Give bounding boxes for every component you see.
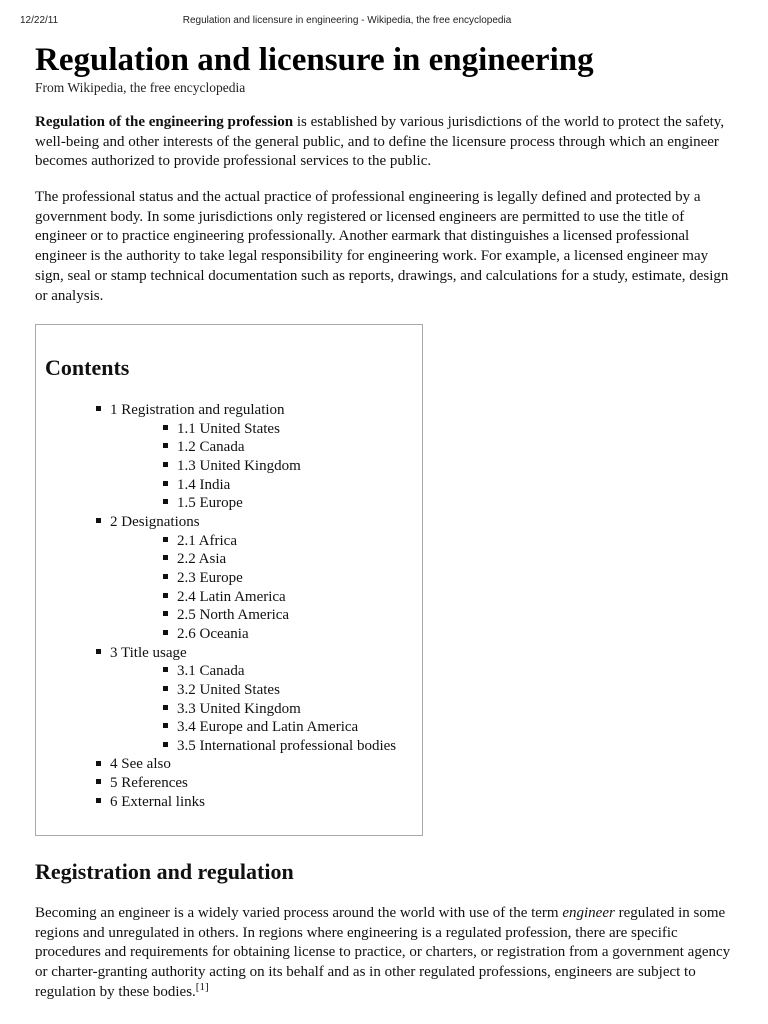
toc-sublink[interactable]: 3.5 International professional bodies xyxy=(177,737,397,754)
citation-link[interactable]: [1] xyxy=(195,980,209,993)
toc-sublist xyxy=(96,662,396,755)
toc-item xyxy=(96,755,396,774)
bullet-icon xyxy=(96,518,101,523)
toc-subitem xyxy=(163,718,396,737)
toc-subitem xyxy=(163,700,396,719)
toc-subitem xyxy=(163,438,396,457)
toc-item xyxy=(96,401,396,420)
toc-item xyxy=(96,774,396,793)
table-of-contents xyxy=(35,324,423,836)
toc-subitem xyxy=(163,588,396,607)
toc-subitem xyxy=(163,494,396,513)
registration-paragraph xyxy=(35,904,735,1003)
print-page-title: Regulation and licensure in engineering - Wikipedia, the free encyclopedia xyxy=(182,15,512,26)
toc-sublink[interactable]: 2.2 Asia xyxy=(177,551,227,568)
bullet-icon xyxy=(163,611,168,616)
toc-item xyxy=(96,513,396,532)
toc-sublink[interactable]: 3.3 United Kingdom xyxy=(177,700,301,717)
bullet-icon xyxy=(163,555,168,560)
print-date: 12/22/11 xyxy=(20,15,59,26)
toc-sublist xyxy=(96,420,396,513)
toc-sublink[interactable]: 3.2 United States xyxy=(177,681,280,698)
bullet-icon xyxy=(163,574,168,579)
intro-text: is established by various jurisdictions of the world to protect the safety, well-being and other interests of the general public, and to define the licensure process through which an engineer becomes authorized to provide professional services to the public. xyxy=(35,114,725,170)
toc-link[interactable]: 4 See also xyxy=(110,756,171,773)
toc-sublink[interactable]: 1.2 Canada xyxy=(177,439,245,456)
bullet-icon xyxy=(163,630,168,635)
registration-text-start: Becoming an engineer is a widely varied process around the world with use of the term xyxy=(35,905,563,921)
toc-list xyxy=(96,401,396,811)
toc-subitem xyxy=(163,532,396,551)
toc-link[interactable]: 6 External links xyxy=(110,793,205,810)
bullet-icon xyxy=(96,761,101,766)
toc-subitem xyxy=(163,420,396,439)
toc-sublink[interactable]: 2.6 Oceania xyxy=(177,625,249,642)
bullet-icon xyxy=(163,705,168,710)
toc-sublink[interactable]: 1.3 United Kingdom xyxy=(177,457,301,474)
toc-subitem xyxy=(163,625,396,644)
toc-sublink[interactable]: 2.3 Europe xyxy=(177,569,243,586)
toc-link[interactable]: 2 Designations xyxy=(110,513,200,530)
toc-sublink[interactable]: 1.1 United States xyxy=(177,420,280,437)
toc-subitem xyxy=(163,569,396,588)
toc-sublink[interactable]: 2.1 Africa xyxy=(177,532,237,549)
toc-item xyxy=(96,644,396,663)
toc-link[interactable]: 5 References xyxy=(110,775,188,792)
bullet-icon xyxy=(163,462,168,467)
bullet-icon xyxy=(96,779,101,784)
bullet-icon xyxy=(163,443,168,448)
toc-subitem xyxy=(163,662,396,681)
toc-subitem xyxy=(163,606,396,625)
section-heading-registration: Registration and regulation xyxy=(35,859,294,884)
toc-item xyxy=(96,793,396,812)
toc-subitem xyxy=(163,681,396,700)
bullet-icon xyxy=(96,798,101,803)
engineer-term: engineer xyxy=(562,905,615,921)
toc-sublink[interactable]: 2.4 Latin America xyxy=(177,588,286,605)
site-tagline: From Wikipedia, the free encyclopedia xyxy=(35,80,246,95)
bullet-icon xyxy=(96,406,101,411)
bullet-icon xyxy=(163,723,168,728)
page-title: Regulation and licensure in engineering xyxy=(35,42,594,78)
toc-link[interactable]: 1 Registration and regulation xyxy=(110,402,285,418)
toc-sublink[interactable]: 3.1 Canada xyxy=(177,663,245,680)
print-header xyxy=(0,15,768,29)
registration-text-end: regulated in some regions and unregulated in others. In regions where engineering is a regulated profession, there are specific procedures and requirements for obtaining license to practice, or charters, or registration from a government agency or charter-granting authority acting on its behalf and as in other regulated professions, engineers are subject to regulation by these bodies. xyxy=(35,905,731,1000)
toc-link[interactable]: 3 Title usage xyxy=(110,644,187,661)
toc-heading: Contents xyxy=(45,355,130,380)
bullet-icon xyxy=(163,742,168,747)
toc-sublink[interactable]: 3.4 Europe and Latin America xyxy=(177,719,359,736)
toc-subitem xyxy=(163,457,396,476)
toc-sublink[interactable]: 1.5 Europe xyxy=(177,495,243,512)
toc-sublink[interactable]: 2.5 North America xyxy=(177,607,290,624)
toc-subitem xyxy=(163,550,396,569)
status-paragraph: The professional status and the actual practice of professional engineering is legally defined and protected by a government body. In some jurisdictions only registered or licensed engineers are permitted to use the title of engineer or to practice engineering professionally. Another earmark that distinguishes a licensed professional engineer is the authority to take legal responsibility for engineering work. For example, a licensed engineer may sign, seal or stamp technical documentation such as reports, drawings, and calculations for a study, estimate, design or analysis. xyxy=(35,189,729,304)
bullet-icon xyxy=(163,667,168,672)
toc-sublist xyxy=(96,532,396,644)
bullet-icon xyxy=(96,649,101,654)
bullet-icon xyxy=(163,537,168,542)
bullet-icon xyxy=(163,686,168,691)
intro-bold-term: Regulation of the engineering profession xyxy=(35,114,294,130)
intro-paragraph xyxy=(35,113,735,172)
bullet-icon xyxy=(163,481,168,486)
bullet-icon xyxy=(163,593,168,598)
toc-subitem xyxy=(163,737,396,756)
toc-sublink[interactable]: 1.4 India xyxy=(177,476,231,493)
bullet-icon xyxy=(163,425,168,430)
bullet-icon xyxy=(163,499,168,504)
toc-subitem xyxy=(163,476,396,495)
